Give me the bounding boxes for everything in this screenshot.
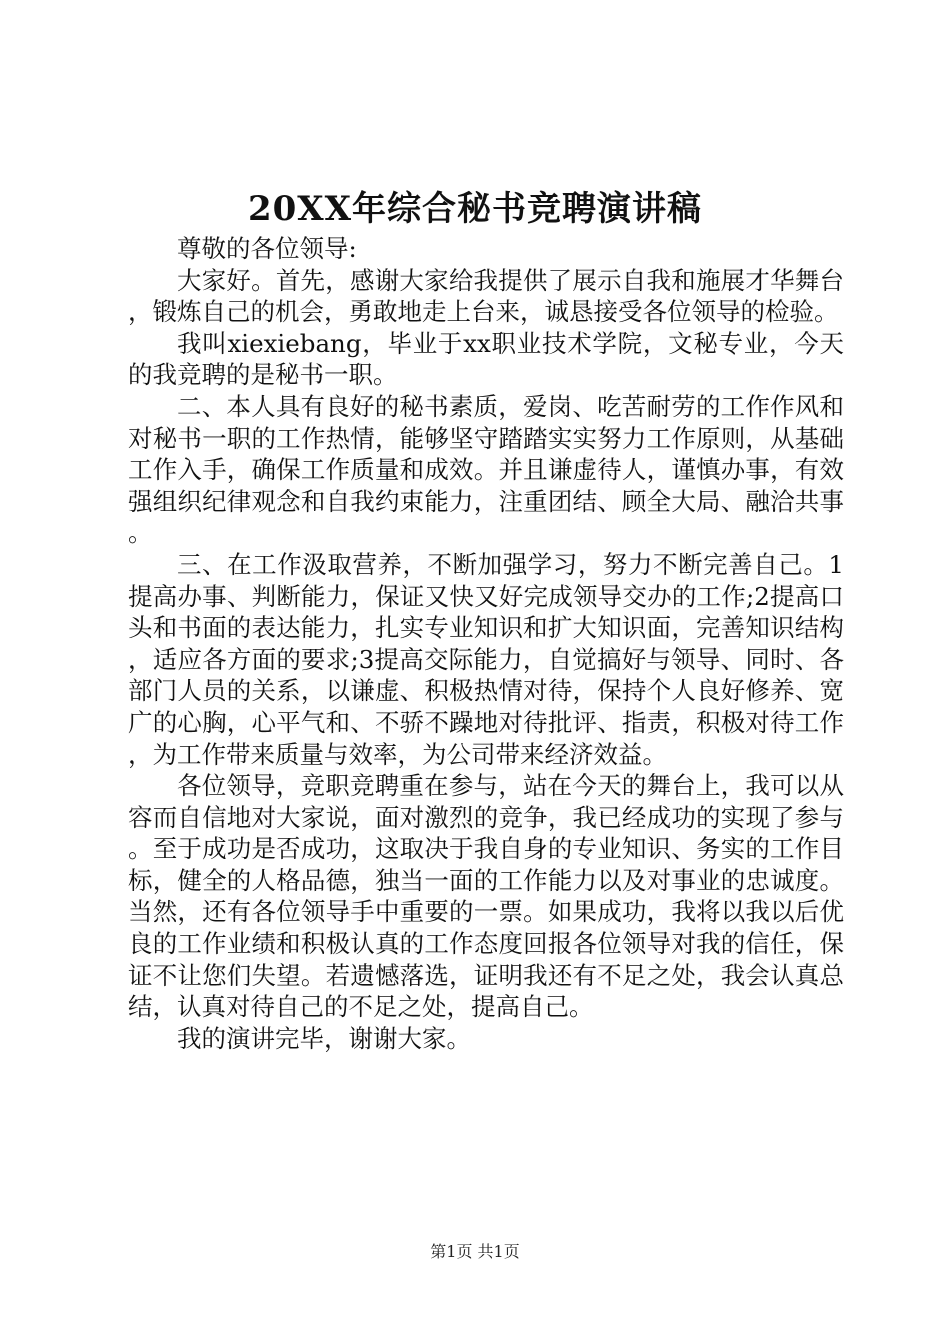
paragraph-greeting: 大家好。首先，感谢大家给我提供了展示自我和施展才华舞台，锻炼自己的机会，勇敢地走上台来，诚恳接受各位领导的检验。 xyxy=(128,265,844,327)
document-title: 20XX年综合秘书竞聘演讲稿 xyxy=(247,189,703,229)
page-footer: 第1页 共1页 xyxy=(430,1242,520,1261)
paragraph-closing-statement: 各位领导，竞职竞聘重在参与，站在今天的舞台上，我可以从容而自信地对大家说，面对激烈的竞争，我已经成功的实现了参与。至于成功是否成功，这取决于我自身的专业知识、务实的工作目标，健全的人格品德，独当一面的工作能力以及对事业的忠诚度。当然，还有各位领导手中重要的一票。如果成功，我将以我以后优良的工作业绩和积极认真的工作态度回报各位领导对我的信任，保证不让您们失望。若遗憾落选，证明我还有不足之处，我会认真总结，认真对待自己的不足之处，提高自己。 xyxy=(128,771,844,1022)
salutation: 尊敬的各位领导: xyxy=(177,234,357,263)
paragraph-thanks: 我的演讲完毕，谢谢大家。 xyxy=(177,1023,471,1053)
paragraph-improvement: 三、在工作汲取营养，不断加强学习，努力不断完善自己。1提高办事、判断能力，保证又快又好完成领导交办的工作;2提高口头和书面的表达能力，扎实专业知识和扩大知识面，完善知识结构，适应各方面的要求;3提高交际能力，自觉搞好与领导、同时、各部门人员的关系，以谦虚、积极热情对待，保持个人良好修养、宽广的心胸，心平气和、不骄不躁地对待批评、指责，积极对待工作，为工作带来质量与效率，为公司带来经济效益。 xyxy=(128,549,844,769)
document-body xyxy=(128,233,844,1054)
paragraph-qualities: 二、本人具有良好的秘书素质，爱岗、吃苦耐劳的工作作风和对秘书一职的工作热情，能够坚守踏踏实实努力工作原则，从基础工作入手，确保工作质量和成效。并且谦虚待人，谨慎办事，有效强组织纪律观念和自我约束能力，注重团结、顾全大局、融洽共事。 xyxy=(128,391,844,548)
paragraph-introduction: 我叫xiexiebang，毕业于xx职业技术学院，文秘专业，今天的我竞聘的是秘书一职。 xyxy=(128,328,844,390)
